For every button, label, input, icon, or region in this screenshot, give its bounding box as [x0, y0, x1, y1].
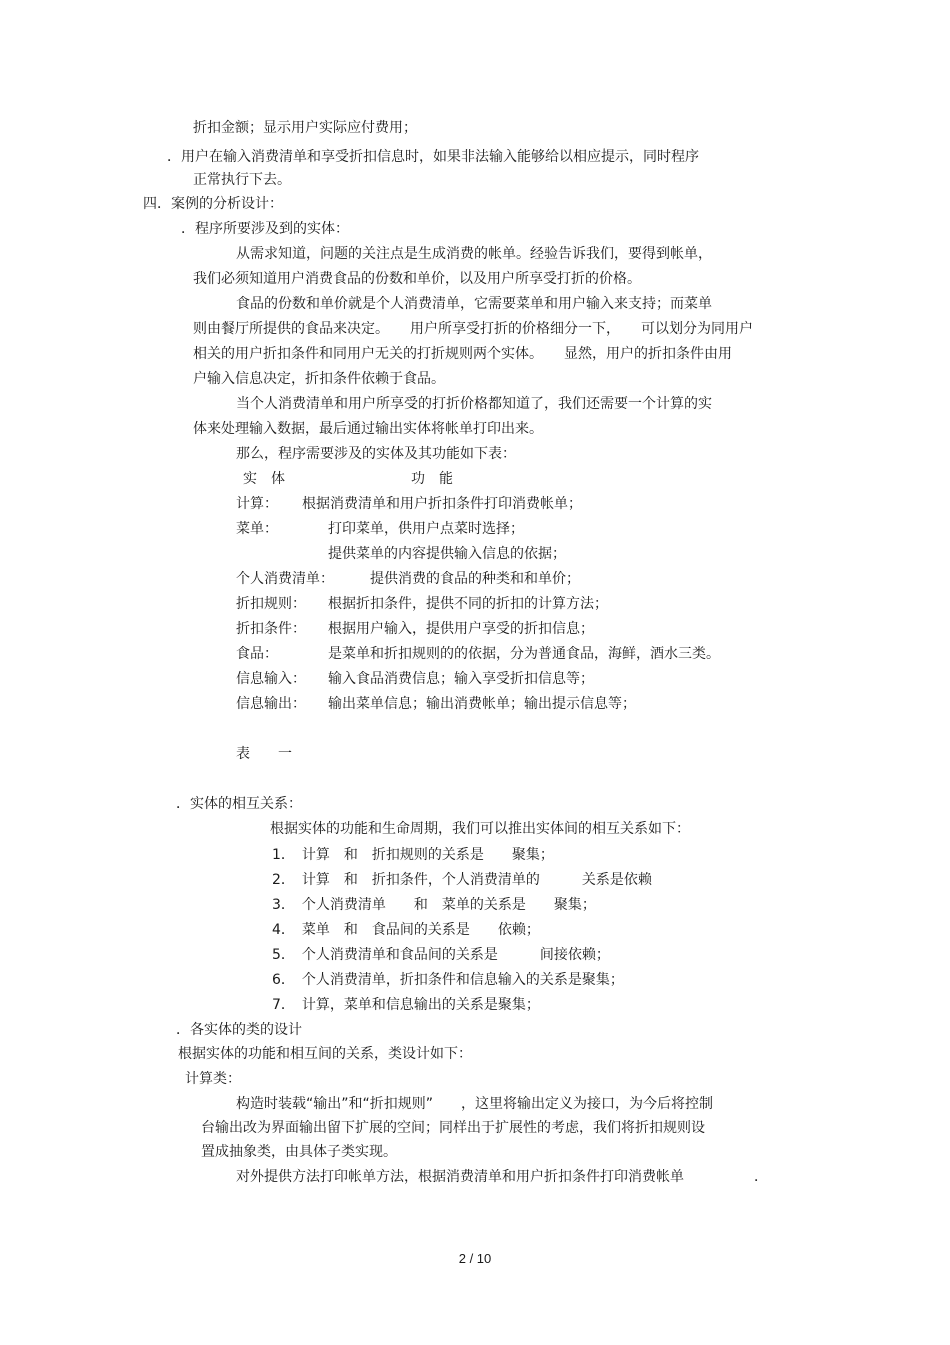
- paragraph-line: 食品的份数和单价就是个人消费清单，它需要菜单和用户输入来支持；而菜单: [236, 296, 712, 312]
- table-cell-entity: 折扣规则：: [236, 596, 306, 612]
- table-cell-function: 提供菜单的内容提供输入信息的依据；: [328, 546, 566, 562]
- paragraph-line: 则由餐厅所提供的食品来决定。 用户所享受打折的价格细分一下， 可以划分为同用户: [193, 321, 753, 337]
- page-number: 2 / 10: [458, 1251, 492, 1266]
- list-item: 4． 菜单 和 食品间的关系是 依赖；: [272, 922, 540, 938]
- paragraph-line: 户输入信息决定，折扣条件依赖于食品。: [193, 371, 445, 387]
- table-cell-function: 根据用户输入，提供用户享受的折扣信息；: [328, 621, 594, 637]
- section-heading: 四．案例的分析设计：: [143, 196, 283, 212]
- paragraph-line: 折扣金额；显示用户实际应付费用；: [193, 120, 417, 136]
- table-cell-function: 提供消费的食品的种类和和单价；: [370, 571, 580, 587]
- table-cell-entity: 食品：: [236, 646, 278, 662]
- paragraph-line: 根据实体的功能和相互间的关系，类设计如下：: [178, 1046, 472, 1062]
- table-cell-function: 是菜单和折扣规则的的依据，分为普通食品，海鲜，酒水三类。: [328, 646, 720, 662]
- paragraph-line: 我们必须知道用户消费食品的份数和单价，以及用户所享受打折的价格。: [193, 271, 641, 287]
- paragraph-line: 构造时装载“输出”和“折扣规则” ，这里将输出定义为接口，为今后将控制: [236, 1096, 714, 1112]
- table-cell-function: 输出菜单信息；输出消费帐单；输出提示信息等；: [328, 696, 636, 712]
- table-caption: 表 一: [236, 746, 292, 762]
- table-cell-function: 打印菜单，供用户点菜时选择；: [328, 521, 524, 537]
- list-item: 7． 计算，菜单和信息输出的关系是聚集；: [272, 997, 540, 1013]
- table-cell-function: 根据折扣条件，提供不同的折扣的计算方法；: [328, 596, 608, 612]
- table-cell-entity: 个人消费清单：: [236, 571, 334, 587]
- list-item: 2． 计算 和 折扣条件，个人消费清单的 关系是依赖: [272, 872, 652, 888]
- paragraph-line: 根据实体的功能和生命周期，我们可以推出实体间的相互关系如下：: [270, 821, 690, 837]
- table-header-function: 功 能: [411, 471, 453, 487]
- paragraph-line: 体来处理输入数据，最后通过输出实体将帐单打印出来。: [193, 421, 543, 437]
- subsection-heading: ．各实体的类的设计: [176, 1022, 302, 1038]
- list-item: 5． 个人消费清单和食品间的关系是 间接依赖；: [272, 947, 610, 963]
- table-cell-entity: 计算：: [236, 496, 278, 512]
- table-cell-entity: 折扣条件：: [236, 621, 306, 637]
- paragraph-line: 台输出改为界面输出留下扩展的空间；同样出于扩展性的考虑，我们将折扣规则设: [201, 1120, 705, 1136]
- subsection-heading: ．实体的相互关系：: [176, 796, 302, 812]
- class-heading: 计算类：: [185, 1071, 241, 1087]
- table-cell-entity: 信息输入：: [236, 671, 306, 687]
- list-item: 6． 个人消费清单，折扣条件和信息输入的关系是聚集；: [272, 972, 624, 988]
- table-header-entity: 实 体: [243, 471, 285, 487]
- table-cell-entity: 信息输出：: [236, 696, 306, 712]
- table-cell-entity: 菜单：: [236, 521, 278, 537]
- list-item: 1． 计算 和 折扣规则的关系是 聚集；: [272, 847, 554, 863]
- list-item: ．用户在输入消费清单和享受折扣信息时，如果非法输入能够给以相应提示，同时程序: [167, 149, 699, 165]
- subsection-heading: ．程序所要涉及到的实体：: [181, 221, 349, 237]
- paragraph-line: 当个人消费清单和用户所享受的打折价格都知道了，我们还需要一个计算的实: [236, 396, 712, 412]
- paragraph-line: 置成抽象类，由具体子类实现。: [201, 1144, 397, 1160]
- table-cell-function: 输入食品消费信息；输入享受折扣信息等；: [328, 671, 594, 687]
- paragraph-line: 正常执行下去。: [193, 172, 291, 188]
- paragraph-line: 相关的用户折扣条件和同用户无关的打折规则两个实体。 显然，用户的折扣条件由用: [193, 346, 732, 362]
- table-cell-function: 根据消费清单和用户折扣条件打印消费帐单；: [302, 496, 582, 512]
- paragraph-line: 那么，程序需要涉及的实体及其功能如下表：: [236, 446, 516, 462]
- paragraph-line: 对外提供方法打印帐单方法，根据消费清单和用户折扣条件打印消费帐单 ．: [236, 1169, 768, 1185]
- paragraph-line: 从需求知道，问题的关注点是生成消费的帐单。经验告诉我们，要得到帐单，: [236, 246, 712, 262]
- list-item: 3． 个人消费清单 和 菜单的关系是 聚集；: [272, 897, 596, 913]
